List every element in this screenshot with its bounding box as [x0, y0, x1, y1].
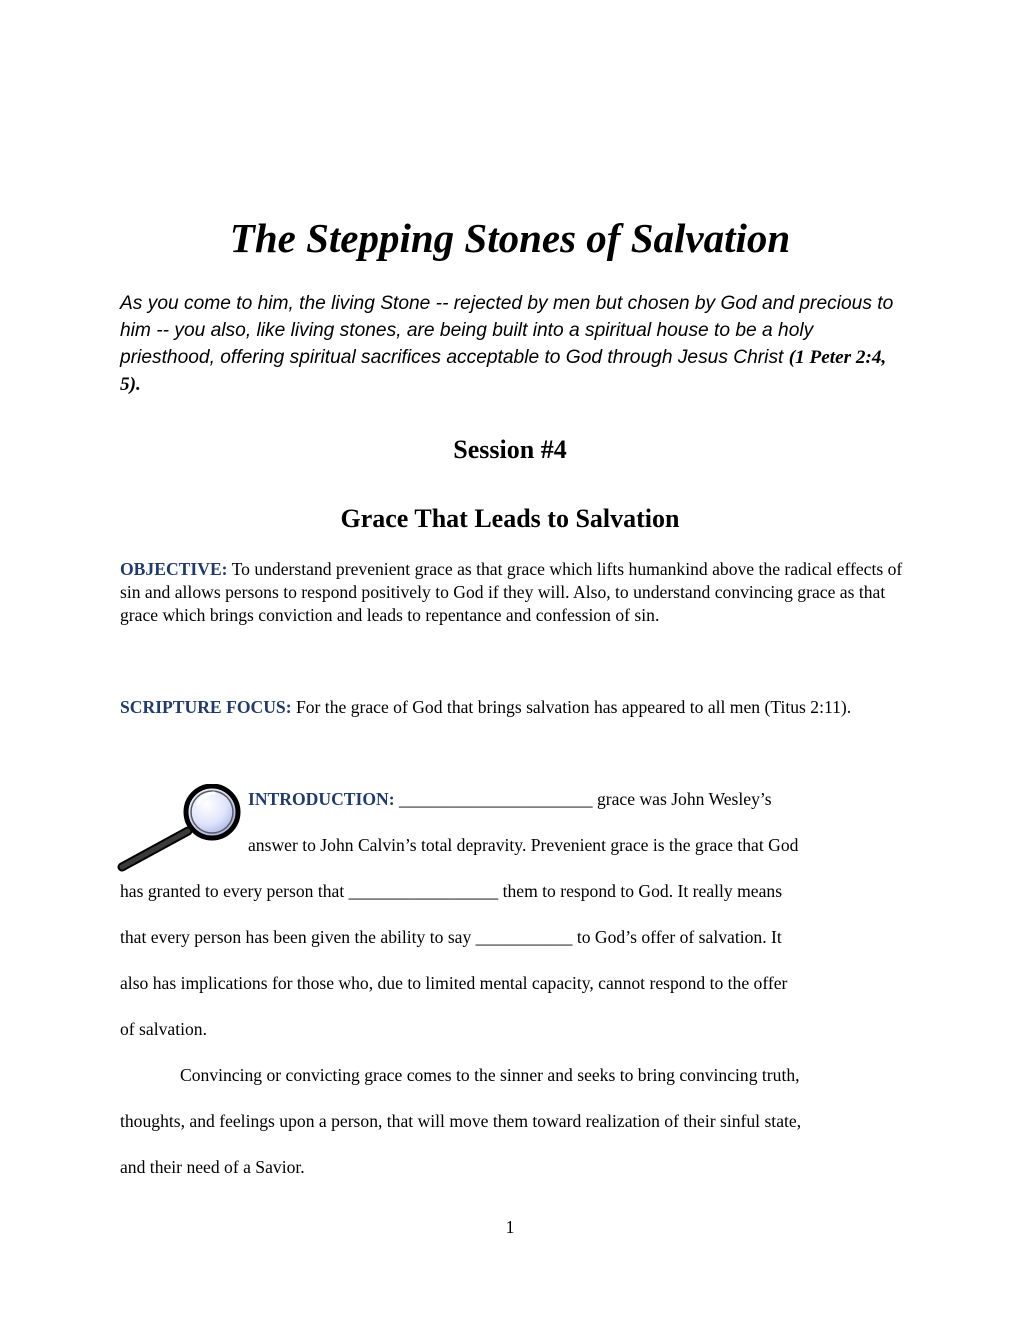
- objective-paragraph: [120, 558, 910, 627]
- introduction-line-2: answer to John Calvin’s total depravity. Prevenient grace is the grace that God: [248, 835, 799, 855]
- page-number: 1: [505, 1217, 515, 1237]
- scripture-focus-label: SCRIPTURE FOCUS:: [120, 697, 292, 717]
- convincing-grace-line-2: thoughts, and feelings upon a person, that will move them toward realization of their sinful state,: [120, 1111, 802, 1131]
- session-heading: Session #4: [453, 435, 567, 464]
- introduction-line-5: also has implications for those who, due to limited mental capacity, cannot respond to the offer: [120, 973, 788, 993]
- magnifying-glass-icon: [116, 784, 244, 872]
- introduction-line-1: [248, 788, 772, 811]
- convincing-grace-line-3: and their need of a Savior.: [120, 1157, 305, 1177]
- introduction-label: INTRODUCTION:: [248, 789, 395, 809]
- introduction-text: ______________________ grace was John Wesley’s: [394, 789, 772, 809]
- introduction-line-6: of salvation.: [120, 1019, 207, 1039]
- epigraph-reference: (1 Peter 2:4, 5).: [120, 347, 887, 395]
- document-title: The Stepping Stones of Salvation: [229, 215, 791, 261]
- scripture-focus-paragraph: [120, 696, 910, 719]
- epigraph-text: As you come to him, the living Stone -- rejected by men but chosen by God and precious to him -- you also, like living stones, are being built into a spiritual house to be a holy priesthood, offering spiritual sacrifices acceptable to God through Jesus Christ: [120, 293, 894, 368]
- introduction-line-4: that every person has been given the ability to say ___________ to God’s offer of salvation. It: [120, 927, 782, 947]
- objective-text: To understand prevenient grace as that grace which lifts humankind above the radical effects of sin and allows persons to respond positively to God if they will. Also, to understand convincing grace as that grace which brings conviction and leads to repentance and confession of sin.: [120, 559, 903, 625]
- introduction-line-3: has granted to every person that _________________ them to respond to God. It really means: [120, 881, 783, 901]
- convincing-grace-line-1: Convincing or convicting grace comes to the sinner and seeks to bring convincing truth,: [180, 1065, 800, 1085]
- epigraph-quote: [120, 290, 910, 398]
- objective-label: OBJECTIVE:: [120, 559, 228, 579]
- scripture-focus-text: For the grace of God that brings salvation has appeared to all men (Titus 2:11).: [291, 697, 852, 717]
- lesson-title: Grace That Leads to Salvation: [340, 504, 680, 533]
